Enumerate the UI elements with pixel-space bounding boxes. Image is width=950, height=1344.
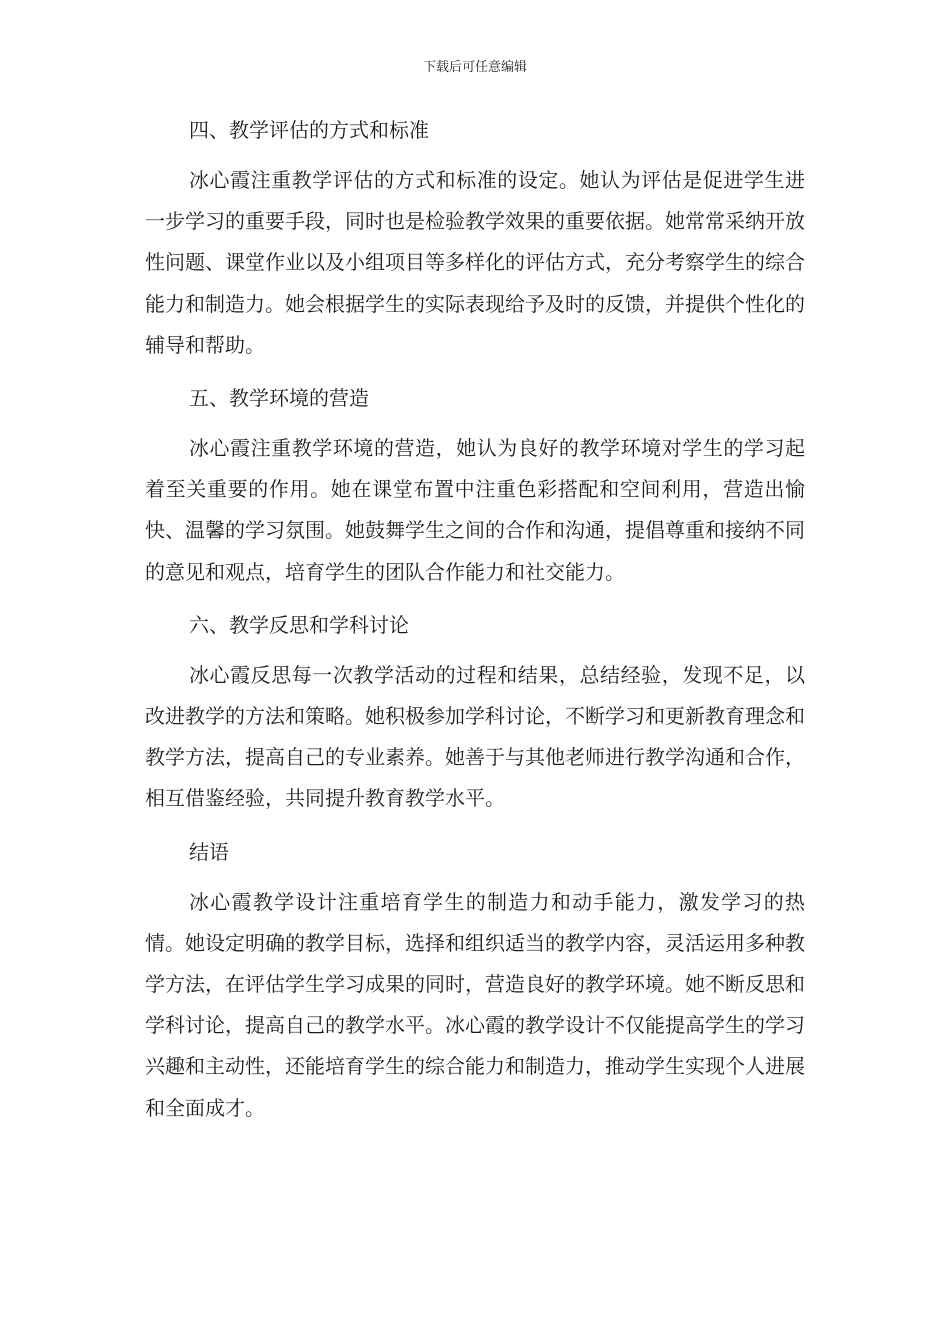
section-heading-reflection: 六、教学反思和学科讨论 [189,612,409,637]
section-paragraph-conclusion: 冰心霞教学设计注重培育学生的制造力和动手能力，激发学习的热情。她设定明确的教学目标，选择和组织适当的教学内容，灵活运用多种教学方法，在评估学生学习成果的同时，营造良好的教学环境。她不断反思和学科讨论，提高自己的教学水平。冰心霞的教学设计不仅能提高学生的学习兴趣和主动性，还能培育学生的综合能力和制造力，推动学生实现个人进展和全面成才。 [145,889,805,1120]
document-body [145,110,805,1141]
section-heading-conclusion: 结语 [189,839,229,864]
section-heading-environment: 五、教学环境的营造 [189,386,369,411]
section-paragraph-environment: 冰心霞注重教学环境的营造，她认为良好的教学环境对学生的学习起着至关重要的作用。她在课堂布置中注重色彩搭配和空间利用，营造出愉快、温馨的学习氛围。她鼓舞学生之间的合作和沟通，提倡尊重和接纳不同的意见和观点，培育学生的团队合作能力和社交能力。 [145,436,805,584]
section-paragraph-reflection: 冰心霞反思每一次教学活动的过程和结果，总结经验，发现不足，以改进教学的方法和策略。她积极参加学科讨论，不断学习和更新教育理念和教学方法，提高自己的专业素养。她善于与其他老师进行教学沟通和合作，相互借鉴经验，共同提升教育教学水平。 [145,662,805,811]
section-paragraph-evaluation: 冰心霞注重教学评估的方式和标准的设定。她认为评估是促进学生进一步学习的重要手段，同时也是检验教学效果的重要依据。她常常采纳开放性问题、课堂作业以及小组项目等多样化的评估方式，充分考察学生的综合能力和制造力。她会根据学生的实际表现给予及时的反馈，并提供个性化的辅导和帮助。 [145,168,805,357]
header-note: 下载后可任意编辑 [422,60,527,75]
section-heading-evaluation: 四、教学评估的方式和标准 [189,118,429,142]
